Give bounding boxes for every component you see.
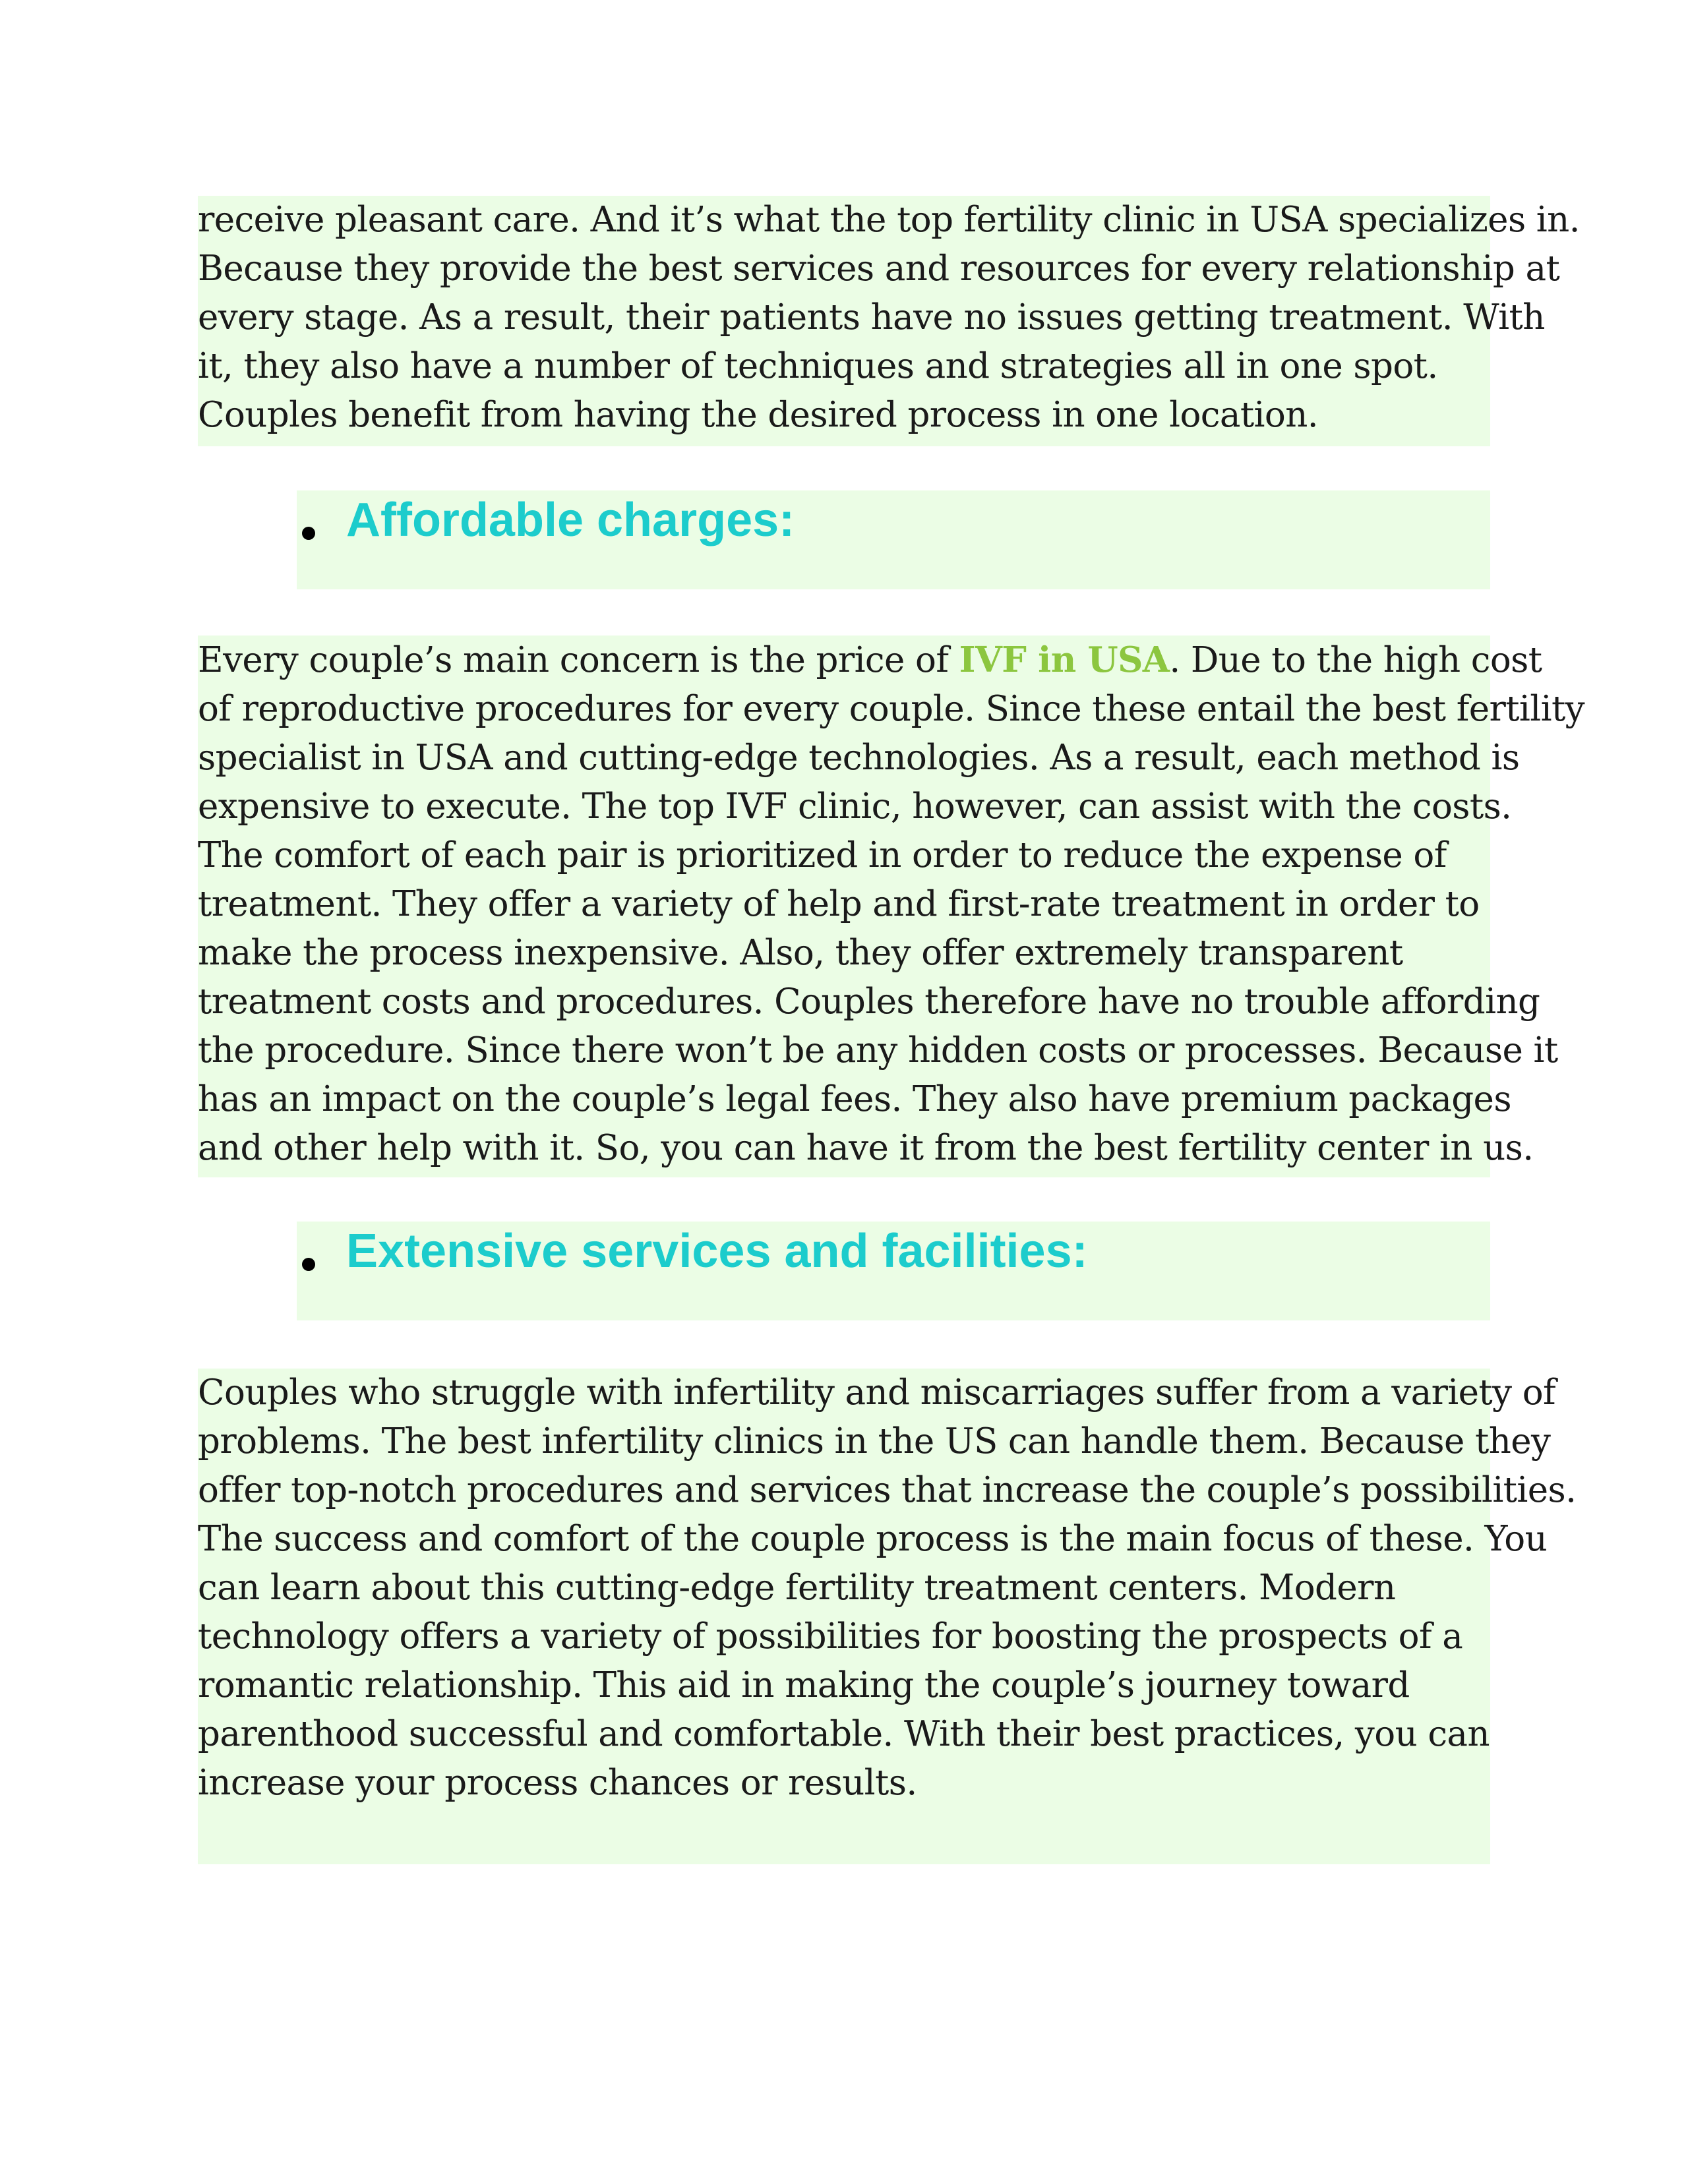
paragraph-line: The success and comfort of the couple process is the main focus of these. You <box>198 1519 1548 1559</box>
paragraph-line: receive pleasant care. And it’s what the top fertility clinic in USA specializes in. <box>198 200 1580 240</box>
paragraph-line: problems. The best infertility clinics in the US can handle them. Because they <box>198 1421 1551 1461</box>
paragraph-line: expensive to execute. The top IVF clinic, however, can assist with the costs. <box>198 786 1512 827</box>
paragraph-line: treatment costs and procedures. Couples therefore have no trouble affording <box>198 982 1540 1022</box>
paragraph-line <box>198 635 1542 685</box>
paragraph-line: it, they also have a number of techniques and strategies all in one spot. <box>198 346 1438 386</box>
paragraph-line: technology offers a variety of possibilities for boosting the prospects of a <box>198 1616 1463 1657</box>
paragraph-line: The comfort of each pair is prioritized in order to reduce the expense of <box>198 835 1447 875</box>
paragraph-line: of reproductive procedures for every couple. Since these entail the best fertility <box>198 689 1585 729</box>
paragraph-line: and other help with it. So, you can have it from the best fertility center in us. <box>198 1128 1534 1168</box>
paragraph-clinic-services <box>198 196 1580 446</box>
heading-extensive-services <box>297 1222 1490 1320</box>
heading-text: Extensive services and facilities: <box>346 1225 1088 1278</box>
bullet-icon <box>302 527 315 540</box>
paragraph-line: Because they provide the best services and resources for every relationship at <box>198 249 1560 289</box>
heading-text: Affordable charges: <box>346 494 795 546</box>
paragraph-line: Couples who struggle with infertility and miscarriages suffer from a variety of <box>198 1372 1556 1413</box>
paragraph-extensive-services <box>198 1369 1577 1864</box>
paragraph-line: increase your process chances or results. <box>198 1763 917 1803</box>
paragraph-affordable-charges <box>198 635 1585 1177</box>
paragraph-line: Couples benefit from having the desired process in one location. <box>198 395 1318 435</box>
paragraph-line: romantic relationship. This aid in making the couple’s journey toward <box>198 1665 1410 1705</box>
paragraph-text: Every couple’s main concern is the price of <box>198 640 959 680</box>
paragraph-line: every stage. As a result, their patients have no issues getting treatment. With <box>198 297 1545 338</box>
paragraph-line: offer top-notch procedures and services that increase the couple’s possibilities. <box>198 1470 1577 1510</box>
paragraph-line: the procedure. Since there won’t be any hidden costs or processes. Because it <box>198 1030 1558 1071</box>
ivf-in-usa-link[interactable]: IVF in USA <box>959 639 1170 680</box>
paragraph-text: . Due to the high cost <box>1169 640 1542 680</box>
paragraph-line: can learn about this cutting-edge fertility treatment centers. Modern <box>198 1568 1396 1608</box>
bullet-icon <box>302 1258 315 1271</box>
paragraph-line: make the process inexpensive. Also, they offer extremely transparent <box>198 933 1403 973</box>
heading-affordable-charges <box>297 490 1490 589</box>
paragraph-line: treatment. They offer a variety of help and first-rate treatment in order to <box>198 884 1480 924</box>
paragraph-line: parenthood successful and comfortable. With their best practices, you can <box>198 1714 1490 1754</box>
paragraph-line: specialist in USA and cutting-edge technologies. As a result, each method is <box>198 738 1520 778</box>
paragraph-line: has an impact on the couple’s legal fees. They also have premium packages <box>198 1079 1511 1119</box>
